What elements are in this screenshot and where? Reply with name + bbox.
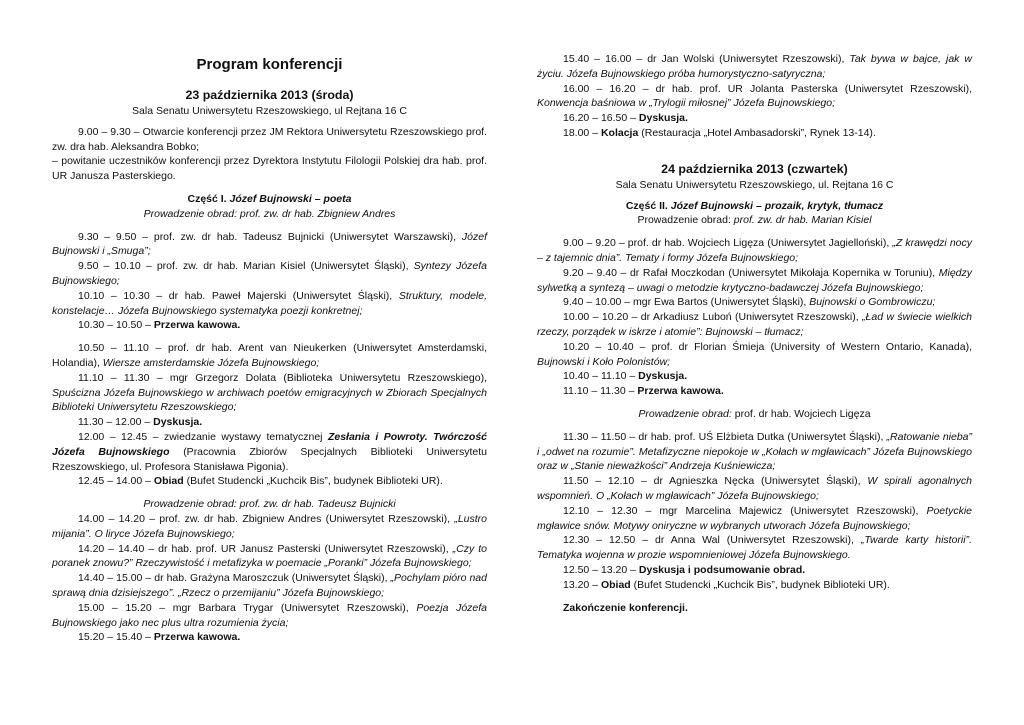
item-label: Dyskusja. bbox=[638, 370, 688, 383]
day-2-heading: 24 października 2013 (czwartek) bbox=[661, 161, 848, 176]
program-item bbox=[52, 601, 487, 631]
program-item bbox=[52, 571, 487, 601]
program-item bbox=[537, 340, 972, 370]
moderation-3 bbox=[537, 213, 972, 228]
program-item bbox=[537, 504, 972, 534]
item-label: Dyskusja. bbox=[153, 416, 203, 429]
item-title: „Pochylam pióro nad sprawą dnia dzisiejszego”. „Rzecz o przemijaniu” Józefa Bujnowskiego; bbox=[52, 572, 487, 599]
item-label: Przerwa kawowa. bbox=[153, 631, 241, 644]
item-title: Tak bywa w bajce, jak w życiu. Józefa Bujnowskiego próba humorystyczno-satyryczna; bbox=[537, 53, 973, 80]
item-speaker: 12.10 – 12.30 – mgr Marcelina Majewicz (Uniwersytet Rzeszowski), bbox=[563, 504, 919, 517]
item-place: (Bufet Studencki „Kuchcik Bis”, budynek Biblioteki UR). bbox=[186, 475, 443, 488]
part-1-label: Część I. bbox=[187, 192, 227, 205]
program-item bbox=[537, 310, 972, 340]
program-item bbox=[537, 236, 972, 266]
item-label: Dyskusja. bbox=[638, 112, 688, 125]
item-label: Dyskusja i podsumowanie obrad. bbox=[638, 563, 806, 576]
coffee-break-3 bbox=[537, 384, 972, 399]
item-title: Struktury, modele, konstelacje… Józefa Bujnowskiego systematyka poezji konkretnej; bbox=[52, 289, 488, 317]
day-1-venue: Sala Senatu Uniwersytetu Rzeszowskiego, ul Rejtana 16 C bbox=[132, 105, 407, 117]
item-speaker: 9.20 – 9.40 – dr Rafał Moczkodan (Uniwersytet Mikołaja Kopernika w Toruniu), bbox=[563, 266, 936, 279]
item-title: Bujnowski i Koło Polonistów; bbox=[537, 355, 671, 368]
program-item bbox=[52, 230, 487, 260]
dinner bbox=[537, 126, 972, 141]
item-title: Józef Bujnowski i „Smuga”; bbox=[52, 230, 487, 258]
day-1-heading: 23 października 2013 (środa) bbox=[185, 88, 354, 102]
item-speaker: 9.30 – 9.50 – prof. zw. dr hab. Tadeusz Bujnicki (Uniwersytet Warszawski), bbox=[78, 230, 457, 243]
item-title: Poezja Józefa Bujnowskiego jako nec plus ultra rozumienia życia; bbox=[52, 601, 488, 629]
item-title: „Z krawędzi nocy – z tajemnic dnia”. Tematy i formy Józefa Bujnowskiego; bbox=[537, 237, 972, 264]
exhibition-item bbox=[52, 430, 487, 474]
program-item bbox=[537, 266, 972, 296]
item-speaker: 12.00 – 12.45 – zwiedzanie wystawy tematycznej bbox=[78, 430, 323, 443]
item-speaker: 9.40 – 10.00 – mgr Ewa Bartos (Uniwersytet Śląski), bbox=[563, 296, 807, 309]
left-column bbox=[52, 50, 487, 645]
item-speaker: 10.20 – 10.40 – prof. dr Florian Śmieja (University of Western Ontario, Kanada), bbox=[563, 340, 972, 353]
item-title: „Lustro mijania”. O liryce Józefa Bujnowskiego; bbox=[52, 512, 488, 540]
program-item bbox=[537, 533, 972, 563]
item-time: 16.20 – 16.50 – bbox=[563, 112, 636, 125]
discussion-1 bbox=[52, 415, 487, 430]
item-title: Spuścizna Józefa Bujnowskiego w archiwach poetów emigracyjnych w Zbiorach Specjalnych Biblioteki Uniwersytetu Rzeszowskiego; bbox=[52, 386, 487, 414]
moderation-4 bbox=[537, 407, 972, 422]
item-title: Syntezy Józefa Bujnowskiego; bbox=[52, 260, 488, 287]
discussion-3 bbox=[537, 369, 972, 384]
program-item bbox=[52, 371, 487, 415]
item-time: 11.10 – 11.30 – bbox=[563, 385, 635, 398]
item-title: Poetyckie mgławice snów. Motywy oniryczne w wybranych utworach Józefa Bujnowskiego; bbox=[537, 504, 972, 532]
item-speaker: 14.00 – 14.20 – prof. zw. dr hab. Zbigniew Andres (Uniwersytet Rzeszowski), bbox=[78, 512, 451, 525]
program-item bbox=[52, 341, 487, 371]
right-column bbox=[537, 52, 972, 615]
program-item bbox=[52, 512, 487, 542]
item-speaker: 15.40 – 16.00 – dr Jan Wolski (Uniwersytet Rzeszowski), bbox=[563, 53, 845, 65]
item-label: Obiad bbox=[153, 475, 184, 488]
item-speaker: 10.10 – 10.30 – dr hab. Paweł Majerski (Uniwersytet Śląski), bbox=[78, 289, 393, 302]
summary-discussion bbox=[537, 563, 972, 578]
item-title: Między sylwetką a syntezą – uwagi o metodzie krytyczno-badawczej Józefa Bujnowskiego; bbox=[537, 266, 972, 294]
item-title: „Ład w świecie wielkich rzeczy, porządek w iskrze i atomie”: Bujnowski – tłumacz; bbox=[537, 311, 972, 338]
discussion-2 bbox=[537, 111, 972, 126]
item-speaker: 14.40 – 15.00 – dr hab. Grażyna Maroszczuk (Uniwersytet Śląski), bbox=[78, 572, 388, 585]
lunch-2 bbox=[537, 578, 972, 593]
item-title: „Czy to poranek znowu?” Rzeczywistość i metafizyka w poemacie „Poranki” Józefa Bujnowskiego; bbox=[52, 542, 487, 570]
item-time: 10.30 – 10.50 – bbox=[78, 319, 151, 332]
item-speaker: 9.00 – 9.20 – prof. dr hab. Wojciech Ligęza (Uniwersytet Jagielloński), bbox=[563, 237, 890, 250]
item-label: Przerwa kawowa. bbox=[153, 319, 241, 332]
lunch-1 bbox=[52, 474, 487, 489]
item-title: „Ratowanie nieba” i „odwet na rozumie”. Metafizyczne niepokoje w „Kołach w mgławicach” Józefa Bujnowskiego oraz w „Stanie nieważkości” Andrzeja Kuśniewicza; bbox=[537, 430, 973, 473]
moderation-label: Prowadzenie obrad: bbox=[638, 407, 732, 420]
item-place: (Restauracja „Hotel Ambasadorski”, Rynek 13-14). bbox=[641, 126, 876, 139]
part-2-heading bbox=[537, 199, 972, 214]
coffee-break-1 bbox=[52, 318, 487, 333]
welcome-item: – powitanie uczestników konferencji przez Dyrektora Instytutu Filologii Polskiej dra hab. prof. UR Janusza Pasterskiego. bbox=[52, 155, 487, 183]
moderation-label: Prowadzenie obrad: bbox=[637, 214, 731, 227]
moderation-1 bbox=[52, 207, 487, 222]
program-item bbox=[537, 82, 972, 112]
program-item bbox=[537, 295, 972, 310]
item-speaker: 9.50 – 10.10 – prof. zw. dr hab. Marian Kisiel (Uniwersytet Śląski), bbox=[78, 260, 409, 273]
item-speaker: 10.50 – 11.10 – prof. dr hab. Arent van Nieukerken (Uniwersytet Amsterdamski, Holandia), bbox=[52, 342, 487, 369]
program-item bbox=[537, 430, 972, 474]
item-title: Konwencja baśniowa w „Trylogii miłosnej” Józefa Bujnowskiego; bbox=[537, 97, 836, 110]
item-title: Bujnowski o Gombrowiczu; bbox=[809, 296, 936, 309]
item-title: „Twarde karty historii”. Tematyka wojenna w prozie wspomnieniowej Józefa Bujnowskiego. bbox=[537, 534, 972, 562]
part-1-heading bbox=[52, 192, 487, 207]
item-speaker: 10.00 – 10.20 – dr Arkadiusz Luboń (Uniwersytet Rzeszowski), bbox=[563, 311, 859, 324]
page-title: Program konferencji bbox=[196, 56, 343, 73]
item-time: 10.40 – 11.10 – bbox=[563, 370, 636, 383]
item-title: Wiersze amsterdamskie Józefa Bujnowskiego; bbox=[102, 356, 320, 369]
part-1-title: Józef Bujnowski – poeta bbox=[229, 192, 352, 205]
item-label: Obiad bbox=[600, 578, 631, 591]
item-time: 18.00 – bbox=[563, 126, 599, 139]
item-label: Przerwa kawowa. bbox=[637, 385, 724, 398]
program-item bbox=[52, 259, 487, 289]
item-time: 12.45 – 14.00 – bbox=[78, 475, 151, 488]
program-item bbox=[52, 289, 487, 319]
day-2-venue: Sala Senatu Uniwersytetu Rzeszowskiego, ul. Rejtana 16 C bbox=[615, 178, 894, 191]
item-time: 12.50 – 13.20 – bbox=[563, 563, 636, 576]
program-item bbox=[537, 52, 972, 82]
moderation-name: prof. dr hab. Wojciech Ligęza bbox=[734, 407, 871, 420]
item-place: (Bufet Studencki „Kuchcik Bis”, budynek Biblioteki UR). bbox=[633, 578, 890, 591]
opening-item: 9.00 – 9.30 – Otwarcie konferencji przez JM Rektora Uniwersytetu Rzeszowskiego prof. zw. dra hab. Aleksandra Bobko; bbox=[52, 125, 487, 153]
part-2-title: Józef Bujnowski – prozaik, krytyk, tłumacz bbox=[670, 199, 884, 212]
item-speaker: 12.30 – 12.50 – dr Anna Wal (Uniwersytet Rzeszowski), bbox=[563, 534, 854, 547]
exhibition-place: (Pracownia Zbiorów Specjalnych Biblioteki Uniwersytetu Rzeszowskiego, ul. Profesora Stanisława Pigonia). bbox=[52, 445, 488, 473]
closing-text: Zakończenie konferencji. bbox=[563, 601, 688, 614]
moderation-1-text: Prowadzenie obrad: prof. zw. dr hab. Zbigniew Andres bbox=[143, 207, 396, 220]
moderation-name: prof. zw. dr hab. Marian Kisiel bbox=[733, 214, 872, 227]
exhibition-title: Zesłania i Powroty. Twórczość Józefa Bujnowskiego bbox=[52, 430, 488, 458]
item-speaker: 15.00 – 15.20 – mgr Barbara Trygar (Uniwersytet Rzeszowski), bbox=[78, 601, 409, 614]
item-title: W spirali agonalnych wspomnień. O „Kołach w mgławicach” Józefa Bujnowskiego; bbox=[537, 475, 972, 502]
program-item bbox=[52, 542, 487, 572]
item-time: 11.30 – 12.00 – bbox=[78, 416, 151, 429]
item-speaker: 11.30 – 11.50 – dr hab. prof. UŚ Elżbieta Dutka (Uniwersytet Śląski), bbox=[563, 430, 884, 443]
program-item bbox=[537, 474, 972, 504]
item-time: 15.20 – 15.40 – bbox=[78, 631, 151, 644]
part-2-label: Część II. bbox=[625, 199, 668, 212]
coffee-break-2 bbox=[52, 630, 487, 645]
item-time: 13.20 – bbox=[563, 578, 599, 591]
item-label: Kolacja bbox=[600, 126, 639, 139]
moderation-2 bbox=[52, 497, 487, 512]
moderation-2-text: Prowadzenie obrad: prof. zw. dr hab. Tadeusz Bujnicki bbox=[143, 498, 396, 511]
item-speaker: 14.20 – 14.40 – dr hab. prof. UR Janusz Pasterski (Uniwersytet Rzeszowski), bbox=[78, 542, 449, 555]
item-speaker: 11.10 – 11.30 – mgr Grzegorz Dolata (Biblioteka Uniwersytetu Rzeszowskiego), bbox=[78, 371, 487, 384]
item-speaker: 11.50 – 12.10 – dr Agnieszka Nęcka (Uniwersytet Śląski), bbox=[563, 475, 861, 488]
item-speaker: 16.00 – 16.20 – dr hab. prof. UR Jolanta Pasterska (Uniwersytet Rzeszowski), bbox=[563, 82, 972, 95]
closing bbox=[537, 601, 972, 616]
